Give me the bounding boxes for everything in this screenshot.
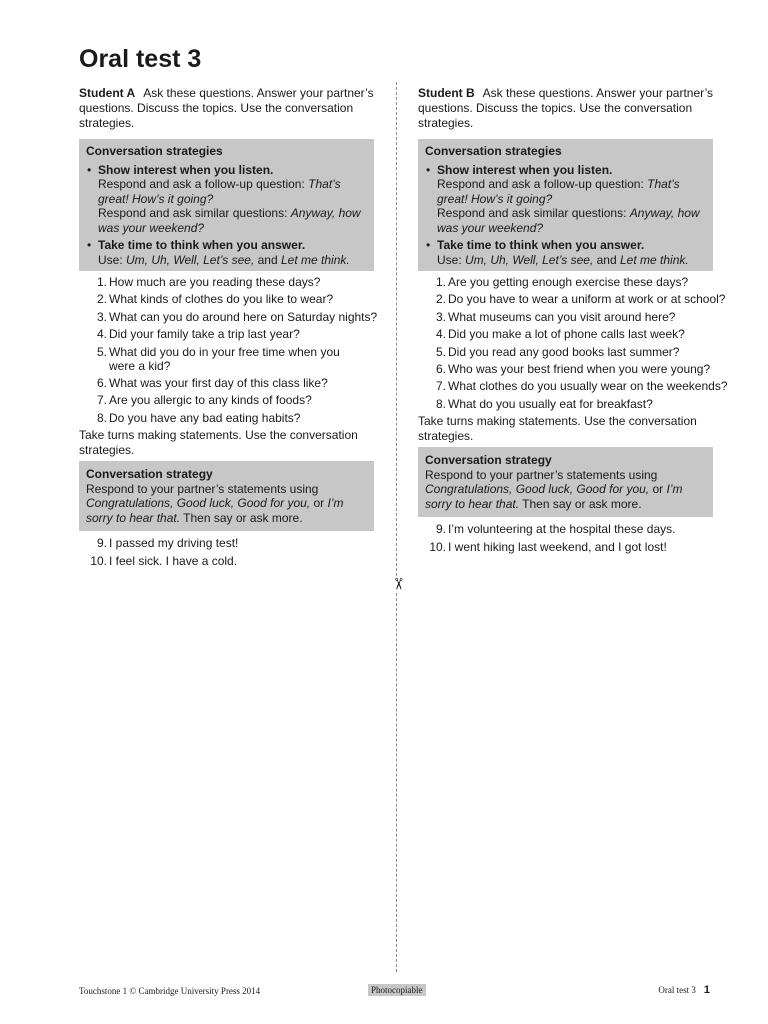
student-b-intro bbox=[418, 86, 713, 131]
statements-intro: Take turns making statements. Use the conversation strategies. bbox=[418, 414, 697, 443]
student-a-strategies-box bbox=[79, 139, 374, 271]
question-item: 7. Are you allergic to any kinds of foods? bbox=[96, 393, 312, 408]
question-item: 1. Are you getting enough exercise these days? bbox=[435, 275, 689, 289]
student-a-intro bbox=[79, 86, 374, 131]
question-item: 5. Did you read any good books last summer? bbox=[435, 344, 680, 359]
statements-intro: Take turns making statements. Use the conversation strategies. bbox=[79, 428, 358, 457]
student-b-label: Student B bbox=[418, 86, 475, 100]
statement-item: 10. I feel sick. I have a cold. bbox=[90, 553, 238, 568]
student-a-column bbox=[79, 86, 378, 571]
scissors-icon: ✂ bbox=[389, 577, 406, 591]
question-item: 8. What do you usually eat for breakfast? bbox=[435, 396, 653, 411]
strategy-bullet: • Take time to think when you answer. Use: Um, Uh, Well, Let’s see, and Let me think. bbox=[425, 238, 707, 267]
footer-test-label: Oral test 3 1 bbox=[658, 984, 710, 996]
statement-item: 9. I passed my driving test! bbox=[96, 536, 239, 551]
statement-item: 9. I’m volunteering at the hospital these days. bbox=[435, 522, 676, 537]
question-item: 7. What clothes do you usually wear on the weekends? bbox=[435, 379, 728, 394]
student-a-statements bbox=[79, 536, 374, 567]
strategies-title: Conversation strategies bbox=[425, 144, 562, 158]
student-b-questions bbox=[418, 275, 728, 411]
student-a-label: Student A bbox=[79, 86, 136, 100]
question-item: 3. What can you do around here on Saturday nights? bbox=[96, 309, 378, 324]
question-item: 4. Did your family take a trip last year? bbox=[96, 327, 300, 342]
student-a-instructions: Ask these questions. Answer your partner’s questions. Discuss the topics. Use the conversation strategies. bbox=[79, 86, 374, 130]
student-b-instructions: Ask these questions. Answer your partner’s questions. Discuss the topics. Use the conversation strategies. bbox=[418, 86, 714, 130]
student-b-column bbox=[418, 86, 728, 557]
question-item: 3. What museums can you visit around here? bbox=[435, 309, 676, 324]
page-number: 1 bbox=[703, 984, 710, 996]
footer-photocopiable: Photocopiable bbox=[368, 984, 426, 996]
page-title: Oral test 3 bbox=[79, 45, 202, 73]
question-item: 4. Did you make a lot of phone calls last week? bbox=[435, 327, 685, 342]
student-a-questions bbox=[79, 275, 378, 425]
question-item: 8. Do you have any bad eating habits? bbox=[96, 410, 301, 425]
strategy-bullet: • Take time to think when you answer. Use: Um, Uh, Well, Let’s see, and Let me think. bbox=[86, 238, 368, 267]
question-item: 2. Do you have to wear a uniform at work or at school? bbox=[435, 292, 726, 307]
cut-line bbox=[396, 82, 397, 972]
question-item: 5. What did you do in your free time when you were a kid? bbox=[96, 344, 340, 373]
strategies-title: Conversation strategies bbox=[86, 144, 223, 158]
question-item: 1. How much are you reading these days? bbox=[96, 275, 321, 289]
statement-item: 10. I went hiking last weekend, and I got lost! bbox=[429, 539, 667, 554]
student-b-statements bbox=[418, 522, 713, 553]
question-item: 6. Who was your best friend when you were young? bbox=[435, 361, 711, 376]
footer-copyright: Touchstone 1 © Cambridge University Press 2014 bbox=[79, 986, 261, 996]
student-b-strategy-box: Conversation strategy Respond to your partner’s statements using Congratulations, Good luck, Good for you, or I’m sorry to hear that. Then say or ask more. bbox=[418, 447, 713, 517]
strategy-bullet: • Show interest when you listen. Respond and ask a follow-up question: That’s great! How’s it going? Respond and ask similar questions: Anyway, how was your weekend? bbox=[86, 163, 368, 236]
student-b-strategies-box bbox=[418, 139, 713, 271]
question-item: 6. What was your first day of this class like? bbox=[96, 375, 328, 390]
student-a-strategy-box: Conversation strategy Respond to your partner’s statements using Congratulations, Good luck, Good for you, or I’m sorry to hear that. Then say or ask more. bbox=[79, 461, 374, 531]
question-item: 2. What kinds of clothes do you like to wear? bbox=[96, 292, 334, 307]
strategy-bullet: • Show interest when you listen. Respond and ask a follow-up question: That’s great! How’s it going? Respond and ask similar questions: Anyway, how was your weekend? bbox=[425, 163, 707, 236]
